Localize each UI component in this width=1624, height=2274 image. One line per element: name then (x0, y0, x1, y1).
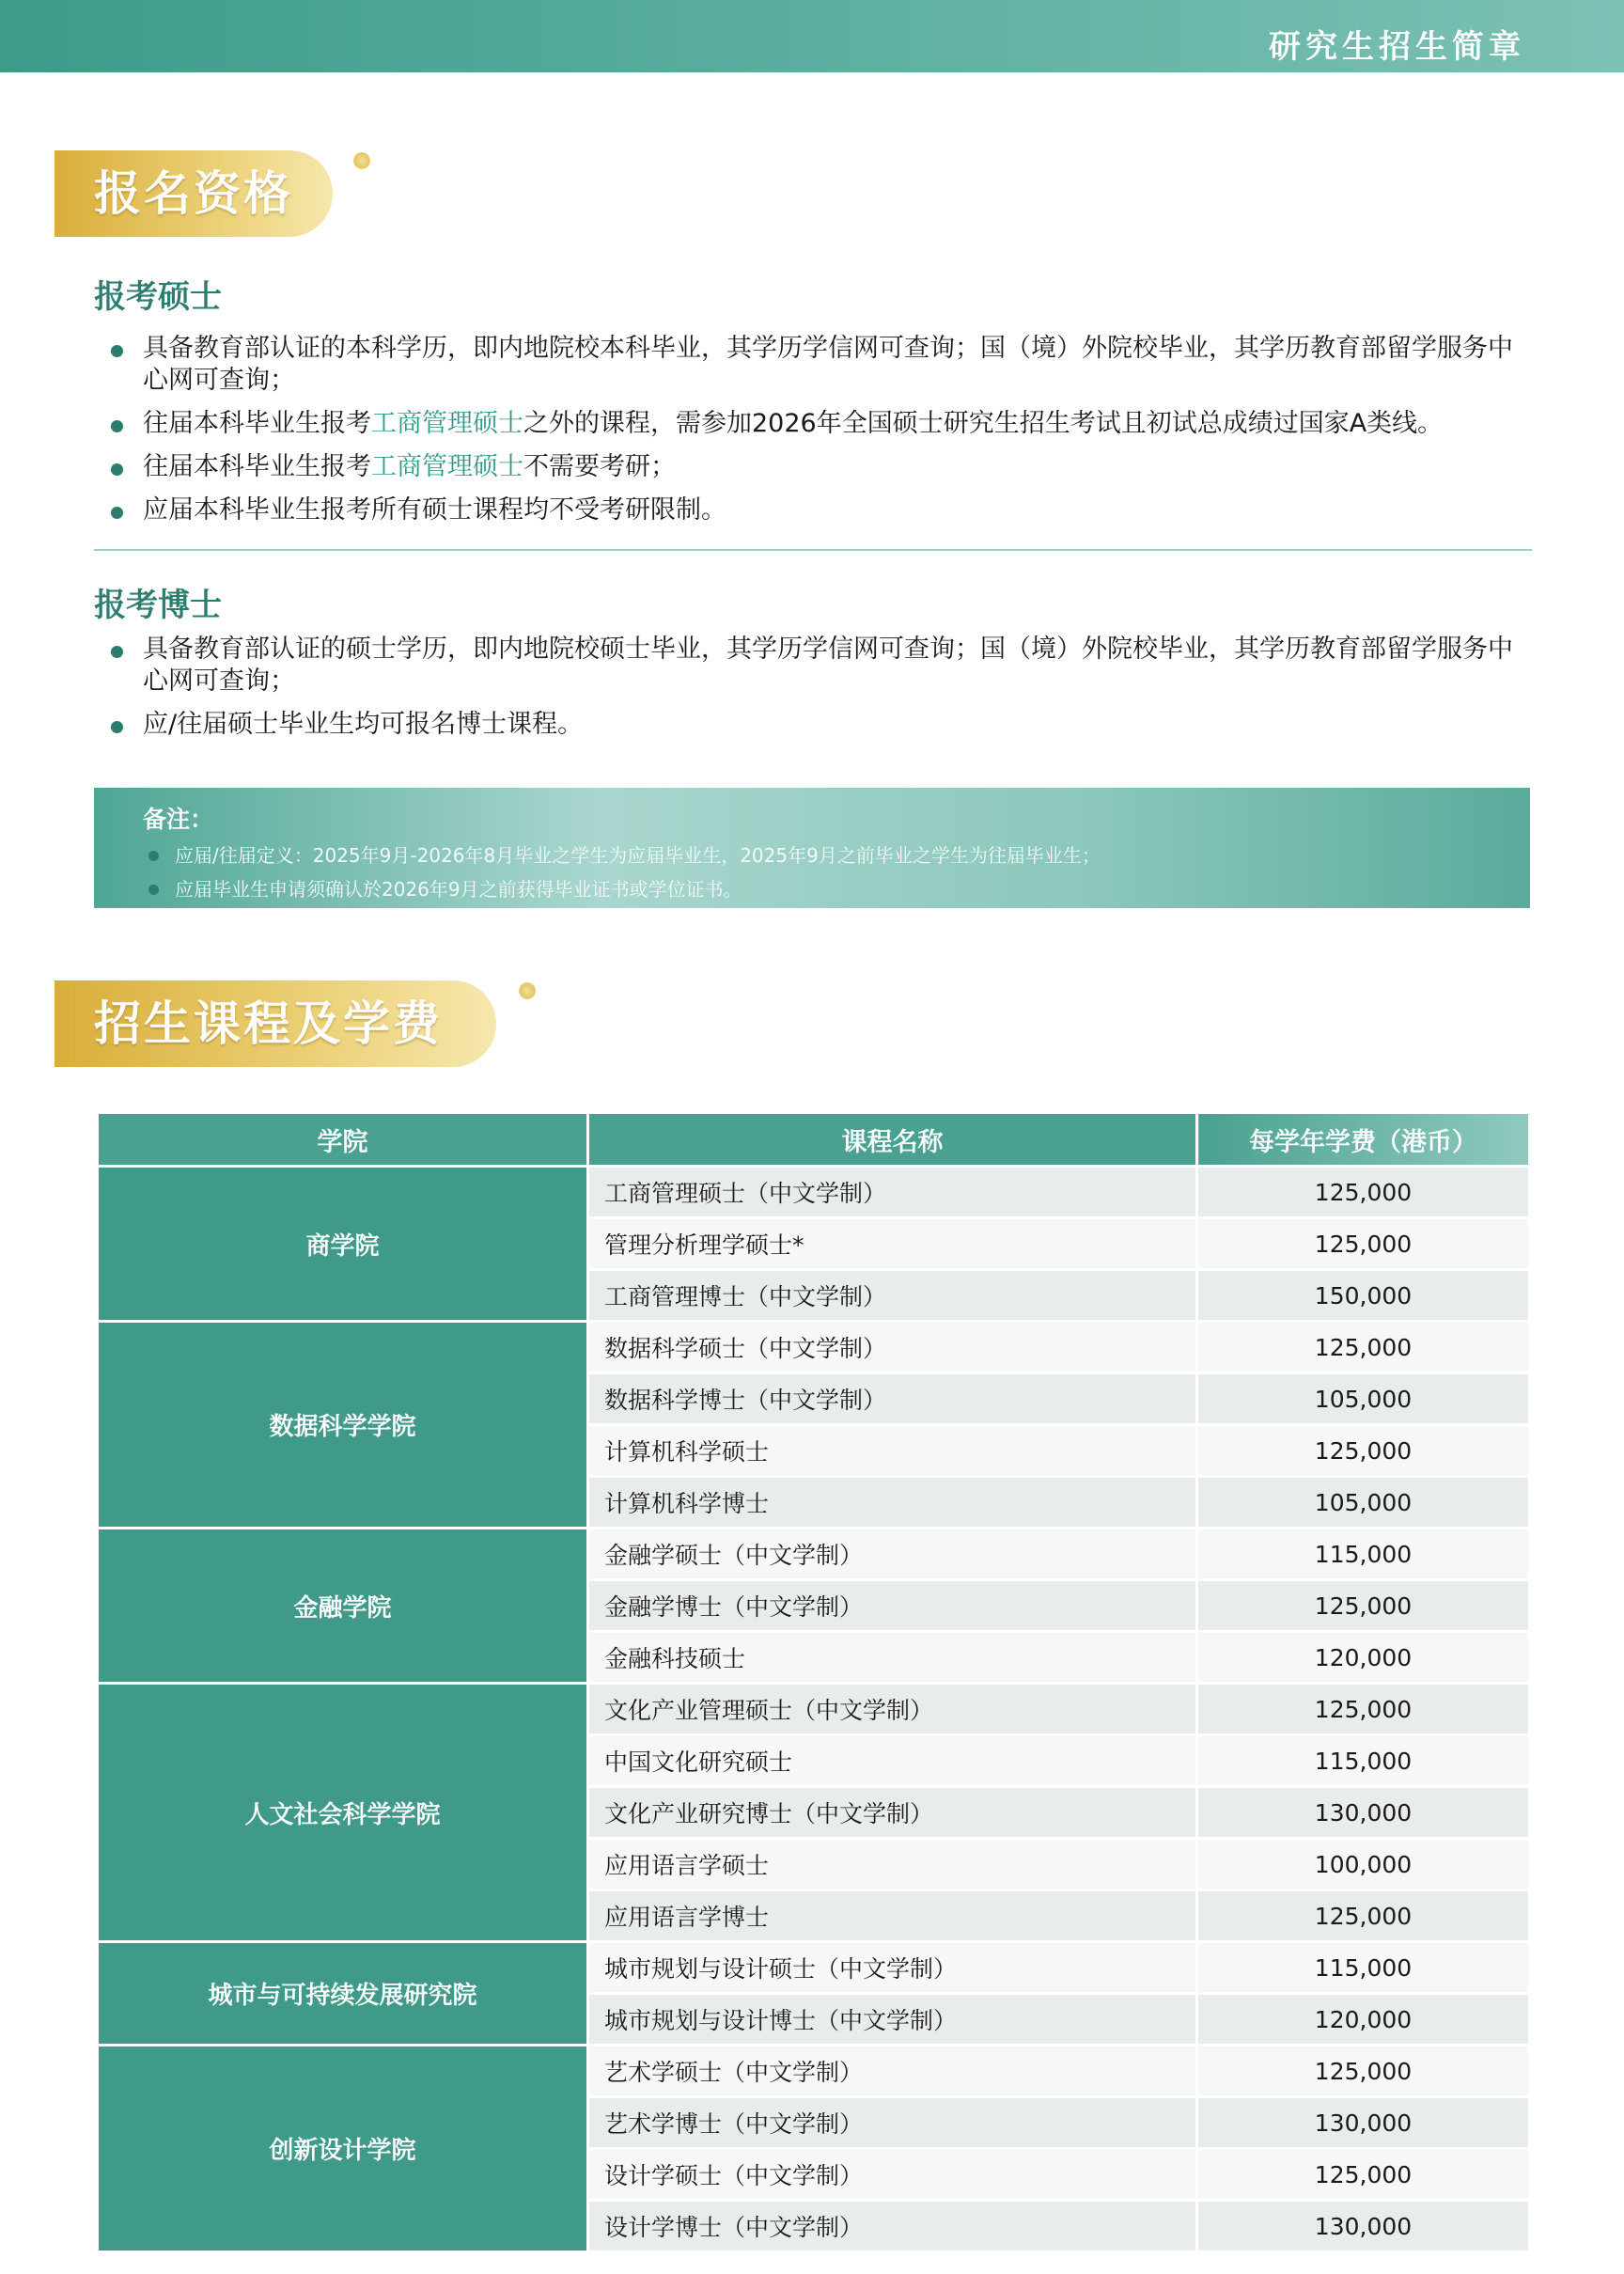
section-title-programs: 招生课程及学费 (55, 980, 496, 1067)
course-name-cell: 工商管理博士（中文学制） (588, 1270, 1197, 1322)
course-name-cell: 金融科技硕士 (588, 1632, 1197, 1684)
tuition-fee-cell: 105,000 (1197, 1477, 1530, 1529)
college-cell: 创新设计学院 (98, 2046, 588, 2252)
decorative-dot-icon (353, 152, 370, 169)
table-row (98, 1322, 1530, 1373)
tuition-fee-cell: 125,000 (1197, 1218, 1530, 1270)
course-name-cell: 中国文化研究硕士 (588, 1735, 1197, 1787)
table-header-row (98, 1113, 1530, 1167)
course-name-cell: 数据科学博士（中文学制） (588, 1373, 1197, 1425)
course-name-cell: 城市规划与设计硕士（中文学制） (588, 1942, 1197, 1994)
note-title: 备注： (143, 806, 214, 833)
bullet-dot-icon (148, 885, 159, 895)
list-item-text: 具备教育部认证的硕士学历，即内地院校硕士毕业，其学历学信网可查询；国（境）外院校毕业，其学历教育部留学服务中心网可查询； (143, 635, 1513, 696)
course-name-cell: 金融学博士（中文学制） (588, 1580, 1197, 1632)
bullet-dot-icon (111, 646, 123, 658)
course-name-cell: 城市规划与设计博士（中文学制） (588, 1994, 1197, 2046)
tuition-fee-cell: 125,000 (1197, 2046, 1530, 2097)
tuition-fee-cell: 125,000 (1197, 1684, 1530, 1735)
course-name-cell: 应用语言学硕士 (588, 1839, 1197, 1890)
list-item-text: 往届本科毕业生报考 (143, 409, 371, 438)
list-item-text: 之外的课程，需参加2026年全国硕士研究生招生考试且初试总成绩过国家A类线。 (523, 409, 1444, 438)
tuition-fee-cell: 115,000 (1197, 1942, 1530, 1994)
bullet-dot-icon (111, 420, 123, 432)
tuition-fee-cell: 115,000 (1197, 1529, 1530, 1580)
note-item-text: 应届/往届定义：2025年9月-2026年8月毕业之学生为应届毕业生，2025年9月之前毕业之学生为往届毕业生； (175, 844, 1101, 867)
college-cell: 人文社会科学学院 (98, 1684, 588, 1942)
table-row (98, 1684, 1530, 1735)
decorative-dot-icon (519, 982, 536, 999)
course-name-cell: 计算机科学博士 (588, 1477, 1197, 1529)
section-divider (94, 549, 1532, 551)
course-name-cell: 文化产业研究博士（中文学制） (588, 1787, 1197, 1839)
phd-requirements-list (94, 634, 1532, 752)
course-name-cell: 设计学博士（中文学制） (588, 2201, 1197, 2252)
course-name-cell: 管理分析理学硕士* (588, 1218, 1197, 1270)
section-title-eligibility: 报名资格 (55, 150, 333, 237)
tuition-fee-cell: 105,000 (1197, 1373, 1530, 1425)
course-name-cell: 计算机科学硕士 (588, 1425, 1197, 1477)
tuition-fee-cell: 125,000 (1197, 2149, 1530, 2201)
bullet-dot-icon (111, 345, 123, 357)
course-name-cell: 艺术学博士（中文学制） (588, 2097, 1197, 2149)
course-name-cell: 文化产业管理硕士（中文学制） (588, 1684, 1197, 1735)
list-item-text: 应/往届硕士毕业生均可报名博士课程。 (143, 710, 584, 739)
table-row (98, 1942, 1530, 1994)
tuition-fee-cell: 125,000 (1197, 1580, 1530, 1632)
course-name-cell: 应用语言学博士 (588, 1890, 1197, 1942)
list-item (94, 408, 1532, 440)
course-name-cell: 金融学硕士（中文学制） (588, 1529, 1197, 1580)
list-item-text: 往届本科毕业生报考 (143, 452, 371, 481)
tuition-fee-cell: 100,000 (1197, 1839, 1530, 1890)
course-name-cell: 数据科学硕士（中文学制） (588, 1322, 1197, 1373)
tuition-fee-cell: 130,000 (1197, 2097, 1530, 2149)
list-item (94, 451, 1532, 483)
table-row (98, 2046, 1530, 2097)
list-item (94, 634, 1532, 698)
bullet-dot-icon (111, 507, 123, 519)
tuition-fee-cell: 125,000 (1197, 1425, 1530, 1477)
note-item-text: 应届毕业生申请须确认於2026年9月之前获得毕业证书或学位证书。 (175, 878, 742, 901)
header-bar (0, 0, 1624, 72)
college-cell: 数据科学学院 (98, 1322, 588, 1529)
list-item (94, 494, 1532, 526)
phd-subtitle: 报考博士 (94, 587, 222, 624)
tuition-fee-cell: 130,000 (1197, 2201, 1530, 2252)
tuition-fee-cell: 120,000 (1197, 1994, 1530, 2046)
tuition-fee-cell: 115,000 (1197, 1735, 1530, 1787)
tuition-fee-cell: 125,000 (1197, 1322, 1530, 1373)
bullet-dot-icon (111, 721, 123, 733)
note-items (143, 839, 1530, 906)
table-row (98, 1529, 1530, 1580)
college-cell: 金融学院 (98, 1529, 588, 1684)
column-header-college: 学院 (98, 1113, 588, 1167)
masters-subtitle: 报考硕士 (94, 278, 222, 316)
list-item (94, 333, 1532, 397)
list-item-text: 不需要考研； (523, 452, 676, 481)
note-box (94, 788, 1530, 908)
column-header-course: 课程名称 (588, 1113, 1197, 1167)
bullet-dot-icon (111, 463, 123, 476)
list-item-text: 具备教育部认证的本科学历，即内地院校本科毕业，其学历学信网可查询；国（境）外院校毕业，其学历教育部留学服务中心网可查询； (143, 334, 1513, 395)
list-item (94, 709, 1532, 741)
tuition-fee-cell: 125,000 (1197, 1167, 1530, 1218)
highlighted-program-name: 工商管理硕士 (371, 409, 523, 438)
tuition-fee-cell: 120,000 (1197, 1632, 1530, 1684)
tuition-fee-cell: 130,000 (1197, 1787, 1530, 1839)
column-header-fee: 每学年学费（港币） (1197, 1113, 1530, 1167)
document-title: 研究生招生简章 (1269, 28, 1525, 66)
table-row (98, 1167, 1530, 1218)
note-item (143, 839, 1530, 872)
course-name-cell: 艺术学硕士（中文学制） (588, 2046, 1197, 2097)
bullet-dot-icon (148, 851, 159, 861)
masters-requirements-list (94, 333, 1532, 538)
tuition-fee-cell: 125,000 (1197, 1890, 1530, 1942)
programs-fee-table (96, 1111, 1531, 2253)
tuition-fee-cell: 150,000 (1197, 1270, 1530, 1322)
course-name-cell: 设计学硕士（中文学制） (588, 2149, 1197, 2201)
college-cell: 城市与可持续发展研究院 (98, 1942, 588, 2046)
highlighted-program-name: 工商管理硕士 (371, 452, 523, 481)
list-item-text: 应届本科毕业生报考所有硕士课程均不受考研限制。 (143, 495, 726, 525)
note-item (143, 872, 1530, 906)
college-cell: 商学院 (98, 1167, 588, 1322)
course-name-cell: 工商管理硕士（中文学制） (588, 1167, 1197, 1218)
